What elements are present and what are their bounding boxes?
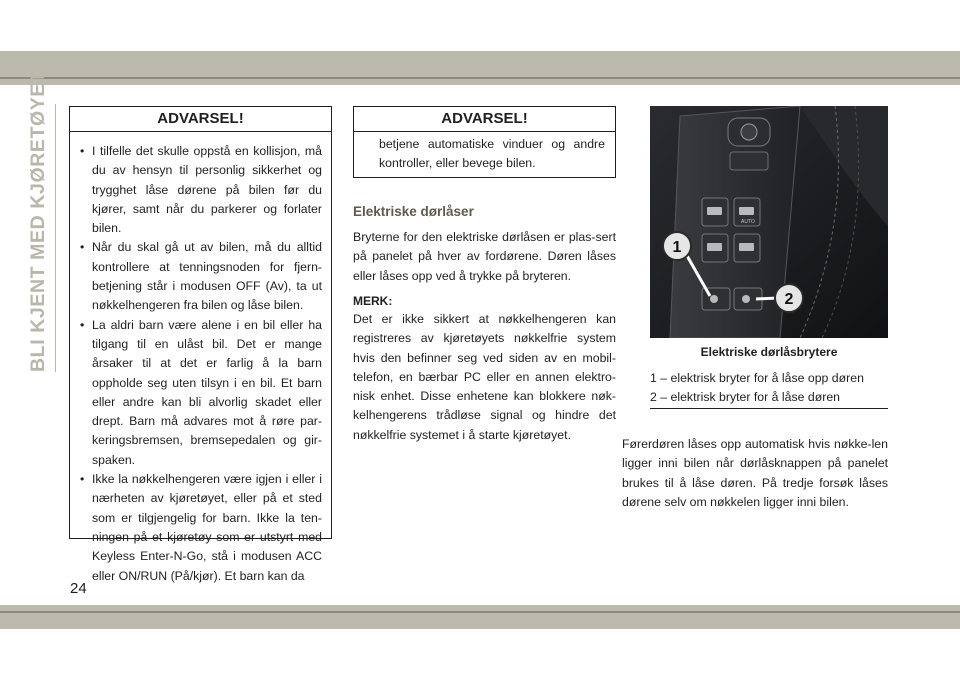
warning-list bbox=[70, 132, 331, 586]
callout-1: 1 bbox=[672, 239, 682, 256]
note-label: MERK: bbox=[353, 294, 393, 308]
header-band bbox=[0, 51, 960, 85]
warning-item: • La aldri barn være alene i en bil eller ha tilgang til en ulåst bil. Det er mange årsaker til at det er farlig å la barn oppholde seg uten tilsyn i en bil. Et barn eller andre kan bli alvorlig skadet eller drept. Barn må advares mot å røre par-keringsbremsen, bremsepedalen og gir-spaken. bbox=[80, 317, 322, 467]
right-paragraph: Førerdøren låses opp automatisk hvis nøkke-len ligger inni bilen når dørlåsknappen på panelet brukes til å låse døren. På tredje forsøk låses dørene selv om nøkkelen ligger inni bilen. bbox=[622, 437, 888, 509]
callout-2: 2 bbox=[784, 291, 794, 308]
warning-continued-text: betjene automatiske vinduer og andre kontroller, eller bevege bilen. bbox=[379, 137, 605, 171]
legend-rule bbox=[650, 408, 888, 409]
warning-item: • Ikke la nøkkelhengeren være igjen i eller i nærheten av kjøretøyet, eller på et sted som er tilgjengelig for barn. Ikke la ten-ningen på et kjøretøy som er utstyrt med Keyless Enter-N-Go, stå i modusen ACC eller ON/RUN (På/kjør). Et barn kan da bbox=[80, 472, 322, 583]
door-switch-photo bbox=[650, 106, 888, 338]
side-chapter-title: BLI KJENT MED KJØRETØYET bbox=[27, 70, 49, 372]
legend-item: 2 – elektrisk bryter for å låse døren bbox=[650, 390, 840, 404]
section-paragraph: Bryterne for den elektriske dørlåsen er plas-sert på panelet på hver av fordørene. Døren låses eller låses opp ved å trykke på bryteren. bbox=[353, 230, 616, 283]
warning-title: ADVARSEL! bbox=[354, 107, 615, 132]
note-text: Det er ikke sikkert at nøkkelhengeren kan registreres av kjøretøyets nøkkelfrie system hvis den befinner seg ved siden av en mobil-telefon, en bærbar PC eller en annen elektro-nisk enhet. Disse enhetene kan blokkere nøk-kelhengerens trådløse signal og hindre det nøkkelfrie systemet i å starte kjøretøyet. bbox=[353, 312, 616, 442]
figure-caption: Elektriske dørlåsbrytere bbox=[700, 345, 838, 359]
warning-item: • Når du skal gå ut av bilen, må du alltid kontrollere at tenningsnoden for fjern-betjening står i modusen OFF (Av), ta ut nøkkelhengeren fra bilen og låse bilen. bbox=[80, 240, 322, 313]
warning-box-1 bbox=[69, 106, 332, 583]
warning-item: • I tilfelle det skulle oppstå en kollisjon, må du av hensyn til personlig sikkerhet og trygghet låse dørene på bilen før du kjører, samt når du parkerer og forlater bilen. bbox=[80, 144, 322, 236]
side-rule bbox=[55, 104, 56, 372]
legend-item: 1 – elektrisk bryter for å låse opp døren bbox=[650, 371, 864, 385]
warning-title: ADVARSEL! bbox=[70, 107, 331, 132]
footer-band bbox=[0, 605, 960, 629]
figure-legend bbox=[650, 369, 864, 407]
section-title: Elektriske dørlåser bbox=[353, 204, 474, 219]
auto-label: AUTO bbox=[741, 219, 755, 225]
warning-box-2 bbox=[353, 106, 616, 178]
page-number: 24 bbox=[70, 580, 87, 597]
